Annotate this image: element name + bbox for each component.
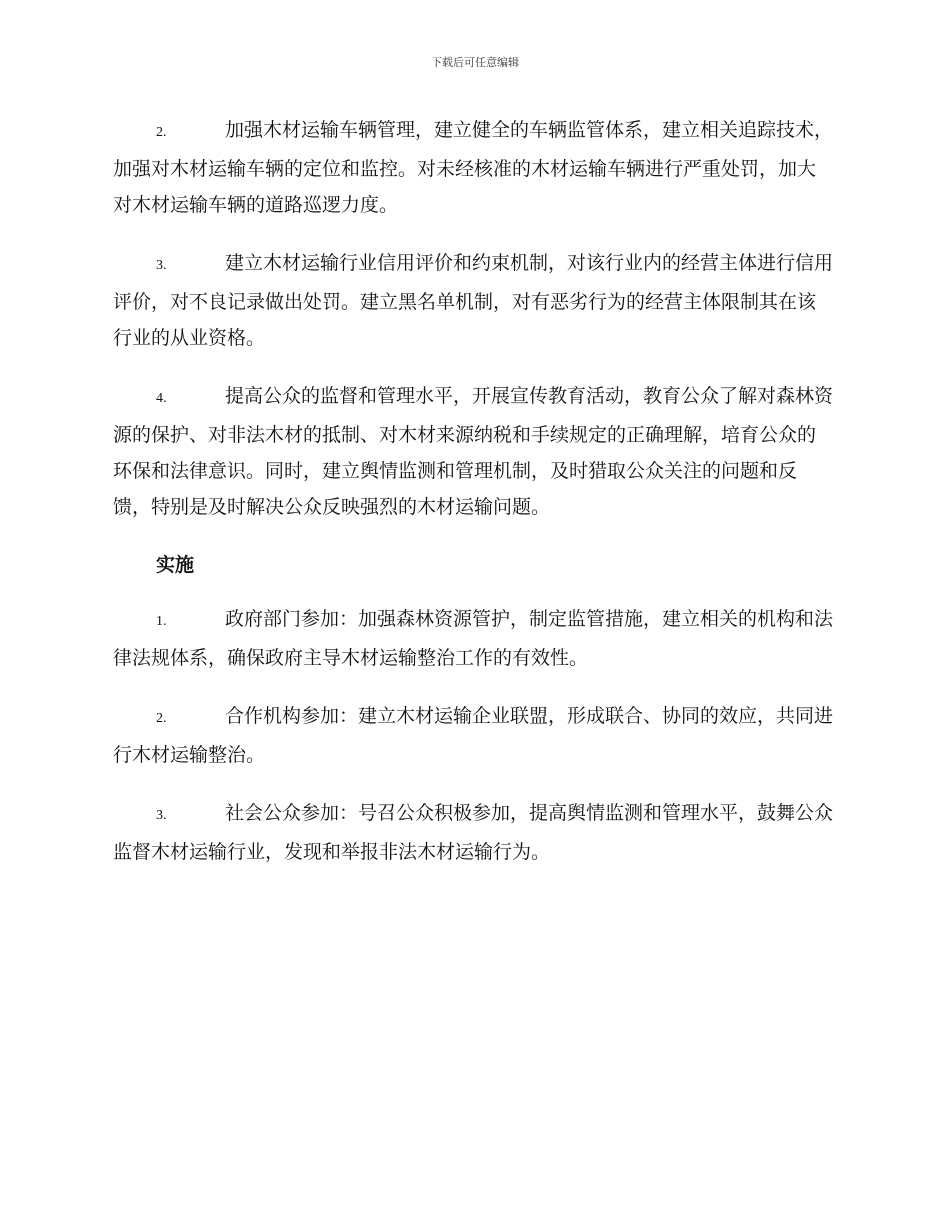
list-item [113,112,833,223]
list-item-number: 2. [156,125,167,140]
list-item-number: 2. [156,711,167,726]
list-item [113,698,833,773]
list-item-text: 加强木材运输车辆管理，建立健全的车辆监管体系，建立相关追踪技术，加强对木材运输车辆的定位和监控。对未经核准的木材运输车辆进行严重处罚，加大对木材运输车辆的道路巡逻力度。 [113,119,834,216]
list-item-text: 建立木材运输行业信用评价和约束机制，对该行业内的经营主体进行信用评价，对不良记录做出处罚。建立黑名单机制，对有恶劣行为的经营主体限制其在该行业的从业资格。 [113,252,834,349]
list-item-text: 政府部门参加：加强森林资源管护，制定监管措施，建立相关的机构和法律法规体系，确保政府主导木材运输整治工作的有效性。 [113,608,834,669]
list-item-text: 社会公众参加：号召公众积极参加，提高舆情监测和管理水平，鼓舞公众监督木材运输行业，发现和举报非法木材运输行为。 [113,802,834,863]
list-item-text: 提高公众的监督和管理水平，开展宣传教育活动，教育公众了解对森林资源的保护、对非法木材的抵制、对木材来源纳税和手续规定的正确理解，培育公众的环保和法律意识。同时，建立舆情监测和管理机制，及时猎取公众关注的问题和反馈，特别是及时解决公众反映强烈的木材运输问题。 [113,385,834,518]
page-header-note: 下载后可任意编辑 [431,56,519,69]
list-item [113,601,833,676]
list-item [113,378,833,525]
list-item [113,795,833,870]
list-item-number: 3. [156,258,167,273]
list-item-text: 合作机构参加：建立木材运输企业联盟，形成联合、协同的效应，共同进行木材运输整治。 [113,705,834,766]
list-item [113,245,833,356]
list-item-number: 1. [156,614,167,629]
document-body [113,112,833,892]
list-item-number: 4. [156,391,167,406]
section-heading: 实施 [156,554,195,576]
list-item-number: 3. [156,808,167,823]
